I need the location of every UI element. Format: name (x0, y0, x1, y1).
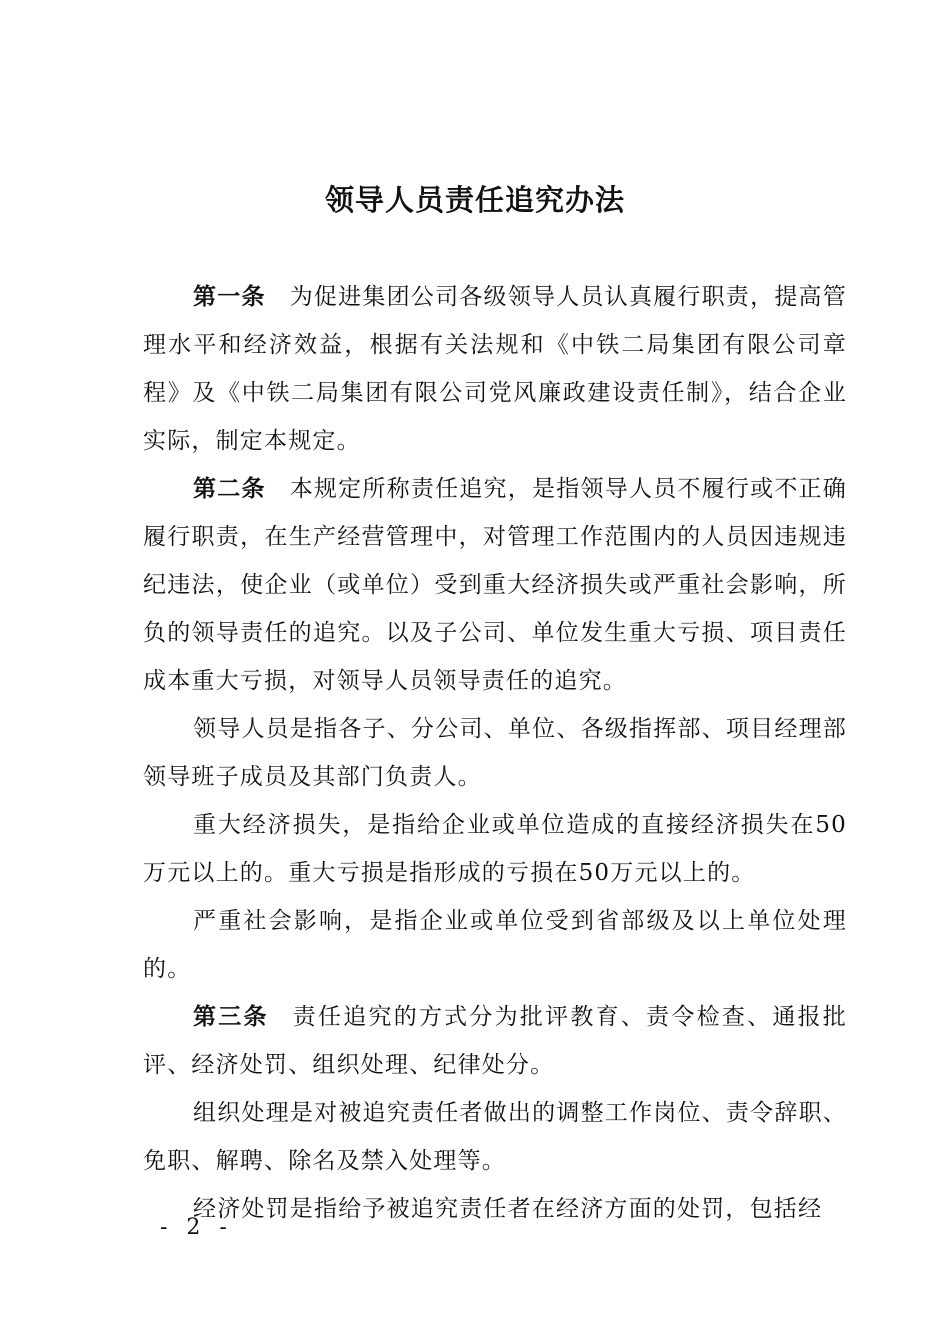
article-label: 第二条 (193, 475, 266, 502)
paragraph-article-3 (143, 993, 847, 1089)
document-title: 领导人员责任追究办法 (324, 183, 625, 217)
paragraph-text: 本规定所称责任追究，是指领导人员不履行或不正确履行职责，在生产经营管理中，对管理工作范围内的人员因违规违纪违法，使企业（或单位）受到重大经济损失或严重社会影响，所负的领导责任的追究。以及子公司、单位发生重大亏损、项目责任成本重大亏损，对领导人员领导责任的追究。 (143, 476, 847, 694)
paragraph-article-1 (143, 273, 847, 465)
paragraph-text: 组织处理是对被追究责任者做出的调整工作岗位、责令辞职、免职、解聘、除名及禁入处理等。 (143, 1100, 847, 1174)
article-label: 第三条 (193, 1003, 269, 1030)
paragraph-text: 严重社会影响，是指企业或单位受到省部级及以上单位处理的。 (143, 908, 847, 982)
page-number: - 2 - (160, 1215, 233, 1240)
paragraph-article-2 (143, 465, 847, 705)
paragraph-text: 领导人员是指各子、分公司、单位、各级指挥部、项目经理部领导班子成员及其部门负责人。 (143, 716, 847, 790)
paragraph-text: 经济处罚是指给予被追究责任者在经济方面的处罚，包括经 (193, 1196, 823, 1222)
paragraph-major-loss-definition (143, 801, 847, 897)
paragraph-economic-penalty (143, 1185, 847, 1233)
article-label: 第一条 (193, 283, 266, 310)
paragraph-organizational-handling (143, 1089, 847, 1185)
document-body (143, 273, 847, 1233)
paragraph-text: 重大经济损失，是指给企业或单位造成的直接经济损失在50万元以上的。重大亏损是指形成的亏损在50万元以上的。 (143, 812, 847, 886)
paragraph-text: 为促进集团公司各级领导人员认真履行职责，提高管理水平和经济效益，根据有关法规和《中铁二局集团有限公司章程》及《中铁二局集团有限公司党风廉政建设责任制》，结合企业实际，制定本规定。 (143, 284, 847, 454)
paragraph-text: 责任追究的方式分为批评教育、责令检查、通报批评、经济处罚、组织处理、纪律处分。 (143, 1004, 847, 1078)
paragraph-leaders-definition (143, 705, 847, 801)
paragraph-social-impact-definition (143, 897, 847, 993)
